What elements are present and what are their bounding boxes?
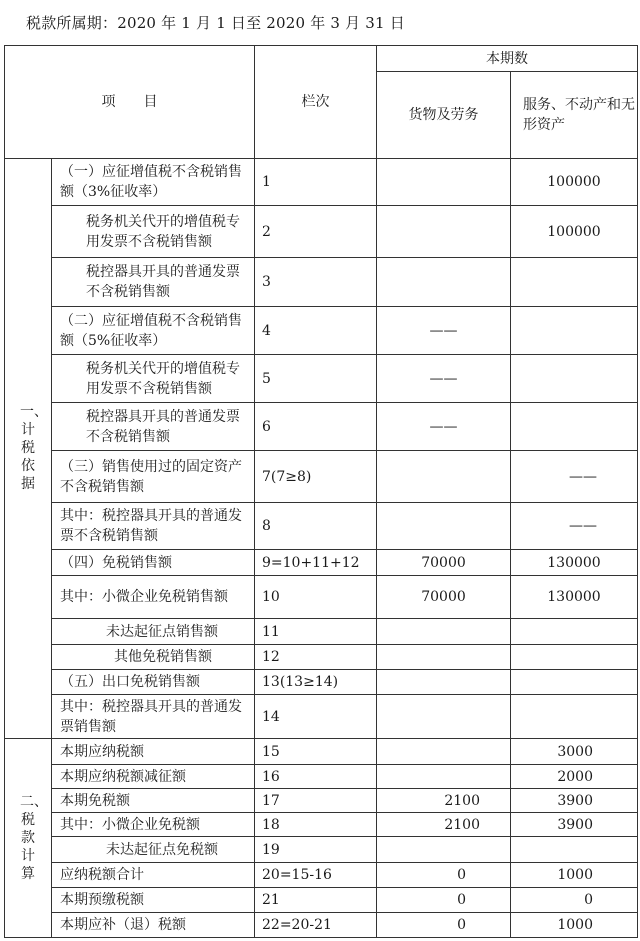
- row-goods: 70000: [377, 550, 511, 576]
- row-item: 本期免税额: [52, 789, 255, 813]
- row-services: [511, 307, 638, 355]
- table-row: [5, 670, 638, 695]
- row-col: 19: [255, 837, 377, 863]
- row-col: 3: [255, 258, 377, 307]
- table-row: [5, 503, 638, 550]
- row-item: 税务机关代开的增值税专用发票不含税销售额: [52, 355, 255, 403]
- header-services: 服务、不动产和无形资产: [511, 72, 638, 159]
- row-goods: [377, 503, 511, 550]
- row-col: 10: [255, 576, 377, 619]
- row-goods: [377, 765, 511, 789]
- row-col: 5: [255, 355, 377, 403]
- table-row: [5, 813, 638, 837]
- row-goods: ——: [377, 307, 511, 355]
- row-item: 未达起征点免税额: [52, 837, 255, 863]
- row-services: 3900: [511, 813, 638, 837]
- table-row: [5, 451, 638, 503]
- row-item: 本期应纳税额减征额: [52, 765, 255, 789]
- row-item: （三）销售使用过的固定资产不含税销售额: [52, 451, 255, 503]
- row-col: 12: [255, 645, 377, 670]
- row-services: [511, 837, 638, 863]
- row-item: 其他免税销售额: [52, 645, 255, 670]
- row-goods: [377, 739, 511, 765]
- row-goods: 0: [377, 863, 511, 888]
- row-col: 11: [255, 619, 377, 645]
- row-col: 17: [255, 789, 377, 813]
- row-goods: 0: [377, 888, 511, 913]
- table-row: [5, 403, 638, 451]
- row-goods: 70000: [377, 576, 511, 619]
- table-row: [5, 619, 638, 645]
- row-services: ——: [511, 451, 638, 503]
- table-row: [5, 258, 638, 307]
- header-goods: 货物及劳务: [377, 72, 511, 159]
- row-col: 6: [255, 403, 377, 451]
- row-goods: [377, 837, 511, 863]
- header-item: 项 目: [5, 46, 255, 159]
- table-row: [5, 837, 638, 863]
- row-item: 其中：税控器具开具的普通发票销售额: [52, 695, 255, 739]
- row-item: 税务机关代开的增值税专用发票不含税销售额: [52, 206, 255, 258]
- header-column: 栏次: [255, 46, 377, 159]
- row-goods: [377, 451, 511, 503]
- row-item: 本期应纳税额: [52, 739, 255, 765]
- row-goods: [377, 159, 511, 206]
- table-row: [5, 765, 638, 789]
- row-col: 16: [255, 765, 377, 789]
- row-services: 0: [511, 888, 638, 913]
- row-col: 2: [255, 206, 377, 258]
- row-item: 税控器具开具的普通发票不含税销售额: [52, 258, 255, 307]
- table-row: [5, 576, 638, 619]
- row-col: 15: [255, 739, 377, 765]
- table-row: [5, 550, 638, 576]
- row-services: 100000: [511, 206, 638, 258]
- row-goods: [377, 695, 511, 739]
- row-item: 其中：小微企业免税销售额: [52, 576, 255, 619]
- row-services: 3900: [511, 789, 638, 813]
- section-basis: [5, 159, 52, 739]
- row-col: 9=10+11+12: [255, 550, 377, 576]
- row-item: （二）应征增值税不含税销售额（5%征收率）: [52, 307, 255, 355]
- row-services: [511, 670, 638, 695]
- row-item: 其中：税控器具开具的普通发票不含税销售额: [52, 503, 255, 550]
- table-row: [5, 307, 638, 355]
- section-basis-label: 一、计税依据: [20, 404, 48, 492]
- row-services: 1000: [511, 863, 638, 888]
- row-goods: 2100: [377, 789, 511, 813]
- row-item: （一）应征增值税不含税销售额（3%征收率）: [52, 159, 255, 206]
- row-goods: [377, 258, 511, 307]
- row-col: 8: [255, 503, 377, 550]
- row-item: （四）免税销售额: [52, 550, 255, 576]
- table-row: [5, 789, 638, 813]
- row-col: 7(7≥8): [255, 451, 377, 503]
- row-services: 130000: [511, 576, 638, 619]
- row-col: 22=20-21: [255, 913, 377, 938]
- table-row: [5, 888, 638, 913]
- table-row: [5, 206, 638, 258]
- row-goods: [377, 670, 511, 695]
- table-row: [5, 913, 638, 938]
- table-row: [5, 159, 638, 206]
- row-col: 21: [255, 888, 377, 913]
- vat-return-table: [4, 45, 638, 938]
- table-row: [5, 739, 638, 765]
- row-goods: ——: [377, 355, 511, 403]
- row-services: [511, 258, 638, 307]
- row-services: [511, 695, 638, 739]
- table-row: [5, 695, 638, 739]
- table-row: [5, 645, 638, 670]
- row-goods: [377, 206, 511, 258]
- row-services: 100000: [511, 159, 638, 206]
- tax-period-label: 税款所属期：2020 年 1 月 1 日至 2020 年 3 月 31 日: [26, 14, 405, 32]
- row-item: （五）出口免税销售额: [52, 670, 255, 695]
- row-col: 4: [255, 307, 377, 355]
- row-services: 2000: [511, 765, 638, 789]
- row-services: [511, 403, 638, 451]
- row-services: [511, 645, 638, 670]
- row-services: 130000: [511, 550, 638, 576]
- row-item: 应纳税额合计: [52, 863, 255, 888]
- row-item: 本期应补（退）税额: [52, 913, 255, 938]
- row-item: 未达起征点销售额: [52, 619, 255, 645]
- section-calc-label: 二、税款计算: [20, 793, 48, 882]
- row-item: 本期预缴税额: [52, 888, 255, 913]
- row-col: 13(13≥14): [255, 670, 377, 695]
- row-col: 1: [255, 159, 377, 206]
- table-row: [5, 863, 638, 888]
- row-goods: 2100: [377, 813, 511, 837]
- row-services: 3000: [511, 739, 638, 765]
- row-goods: [377, 619, 511, 645]
- row-col: 20=15-16: [255, 863, 377, 888]
- row-services: 1000: [511, 913, 638, 938]
- row-goods: [377, 645, 511, 670]
- header-current-period: 本期数: [377, 46, 638, 72]
- row-col: 18: [255, 813, 377, 837]
- row-col: 14: [255, 695, 377, 739]
- row-services: ——: [511, 503, 638, 550]
- row-services: [511, 619, 638, 645]
- section-calc: [5, 739, 52, 938]
- row-services: [511, 355, 638, 403]
- row-item: 税控器具开具的普通发票不含税销售额: [52, 403, 255, 451]
- row-goods: ——: [377, 403, 511, 451]
- row-item: 其中：小微企业免税额: [52, 813, 255, 837]
- row-goods: 0: [377, 913, 511, 938]
- table-row: [5, 355, 638, 403]
